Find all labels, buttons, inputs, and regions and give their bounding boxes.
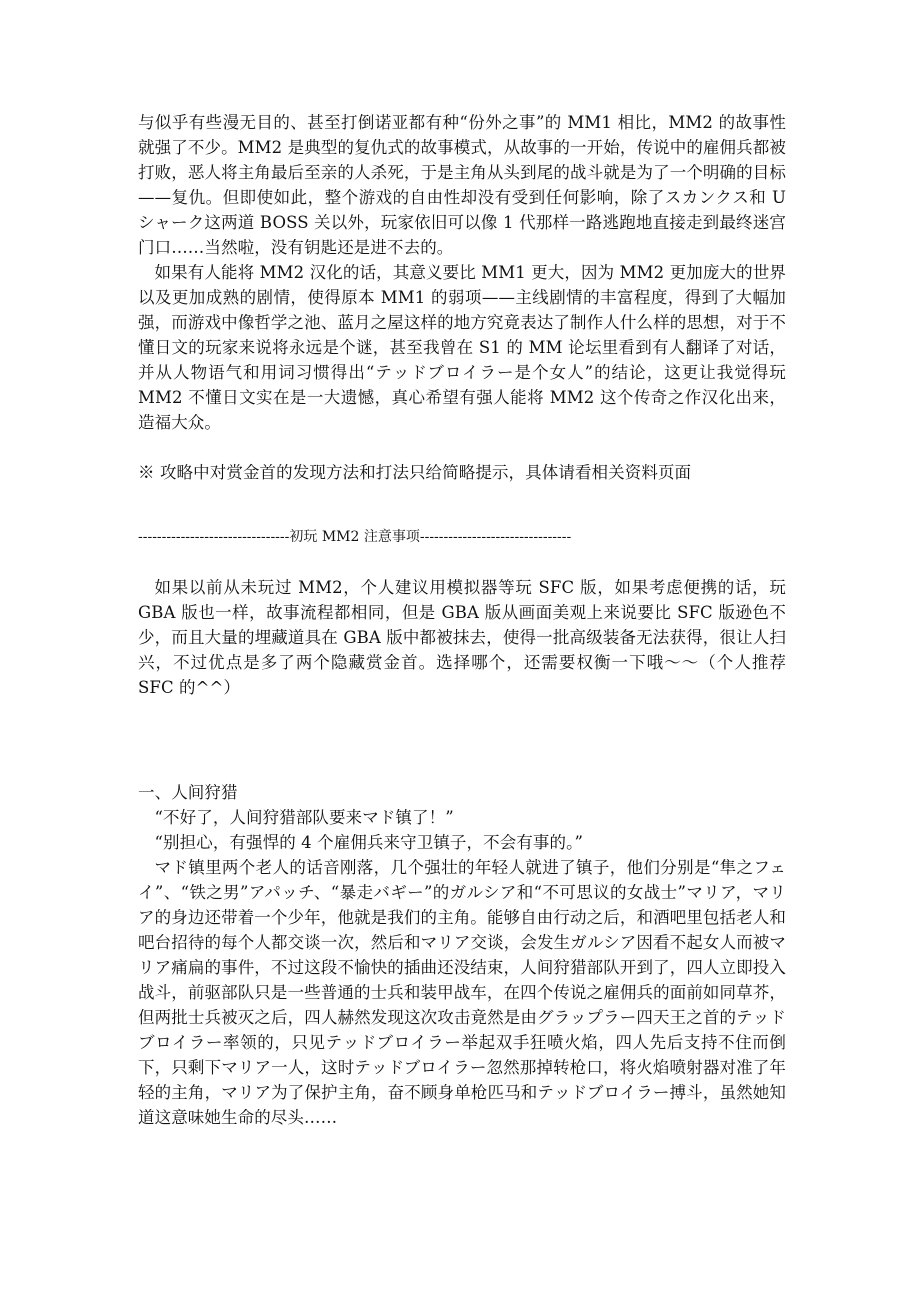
dialog-line-2: “别担心，有强悍的 4 个雇佣兵来守卫镇子，不会有事的。” bbox=[154, 833, 584, 852]
document-page bbox=[138, 110, 786, 1130]
story-paragraph: マド镇里两个老人的话音刚落，几个强壮的年轻人就进了镇子，他们分别是“隼之フェイ”、“铁之男”アパッチ、“暴走バギー”的ガルシア和“不可思议的女战士”マリア，マリア的身边还带着一个少年，他就是我们的主角。能够自由行动之后，和酒吧里包括老人和吧台招待的每个人都交谈一次，然后和マリア交谈，会发生ガルシア因看不起女人而被マリア痛扁的事件，不过这段不愉快的插曲还没结束，人间狩猎部队开到了，四人立即投入战斗，前驱部队只是一些普通的士兵和装甲战车，在四个传说之雇佣兵的面前如同草芥，但两批士兵被灭之后，四人赫然发现这次攻击竟然是由グラップラー四天王之首的テッドブロイラー率领的，只见テッドブロイラー举起双手狂喷火焰，四人先后支持不住而倒下，只剩下マリア一人，这时テッドブロイラー忽然那掉转枪口，将火焰喷射器对准了年轻的主角，マリア为了保护主角，奋不顾身单枪匹马和テッドブロイラー搏斗，虽然她知道这意味她生命的尽头…… bbox=[138, 858, 786, 1127]
intro-paragraph: 与似乎有些漫无目的、甚至打倒诺亚都有种“份外之事”的 MM1 相比，MM2 的故事性就强了不少。MM2 是典型的复仇式的故事模式，从故事的一开始，传说中的雇佣兵都被打败，恶人将主角最后至亲的人杀死，于是主角从头到尾的战斗就是为了一个明确的目标——复仇。但即使如此，整个游戏的自由性却没有受到任何影响，除了スカンクス和 U シャーク这两道 BOSS 关以外，玩家依旧可以像 1 代那样一路逃跑地直接走到最终迷宫门口……当然啦，没有钥匙还是进不去的。 bbox=[138, 113, 786, 257]
section-heading: 一、人间狩猎 bbox=[138, 783, 238, 802]
version-advice-paragraph: 如果以前从未玩过 MM2，个人建议用模拟器等玩 SFC 版，如果考虑便携的话，玩 GBA 版也一样，故事流程都相同，但是 GBA 版从画面美观上来说要比 SFC 版逊色不少，而且大量的埋藏道具在 GBA 版中都被抹去，使得一批高级装备无法获得，很让人扫兴，不过优点是多了两个隐藏赏金首。选择哪个，还需要权衡一下哦～～（个人推荐 SFC 的^^） bbox=[138, 578, 786, 697]
dialog-line-1: “不好了，人间狩猎部队要来マド镇了！” bbox=[154, 808, 454, 827]
section-separator: --------------------------------初玩 MM2 注意事项-------------------------------- bbox=[138, 529, 572, 545]
bounty-note: ※ 攻略中对赏金首的发现方法和打法只给简略提示，具体请看相关资料页面 bbox=[138, 463, 692, 482]
translation-paragraph: 如果有人能将 MM2 汉化的话，其意义要比 MM1 更大，因为 MM2 更加庞大的世界以及更加成熟的剧情，使得原本 MM1 的弱项——主线剧情的丰富程度，得到了大幅加强，而游戏中像哲学之池、蓝月之屋这样的地方究竟表达了制作人什么样的思想，对于不懂日文的玩家来说将永远是个谜，甚至我曾在 S1 的 MM 论坛里看到有人翻译了对话，并从人物语气和用词习惯得出“テッドブロイラー是个女人”的结论，这更让我觉得玩 MM2 不懂日文实在是一大遗憾，真心希望有强人能将 MM2 这个传奇之作汉化出来，造福大众。 bbox=[138, 263, 786, 432]
